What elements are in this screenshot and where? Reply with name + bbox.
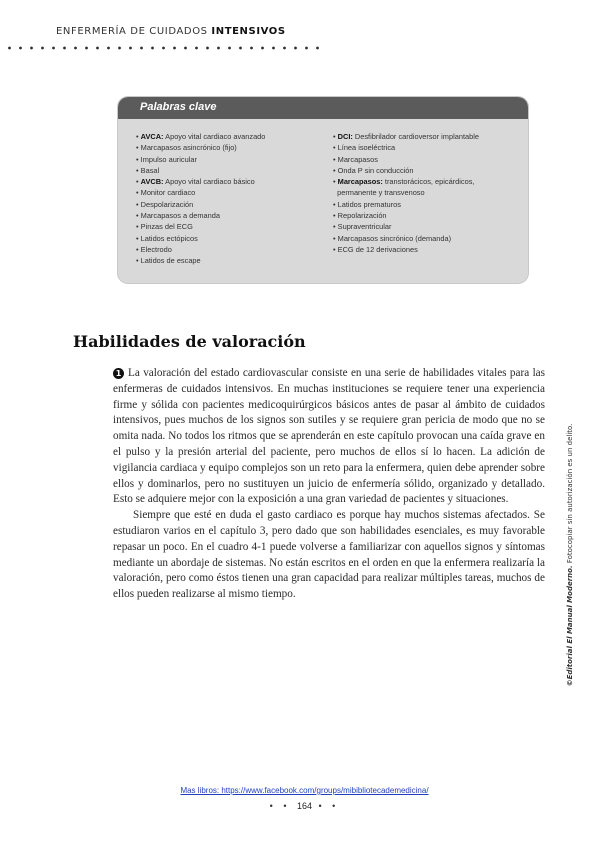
running-header bbox=[56, 26, 286, 37]
keywords-right-column bbox=[333, 131, 479, 255]
keyword-term: AVCB: bbox=[140, 177, 164, 187]
keyword-item bbox=[333, 176, 479, 187]
keyword-item bbox=[333, 131, 479, 142]
keywords-title: Palabras clave bbox=[140, 101, 217, 113]
keyword-item bbox=[333, 142, 479, 153]
keyword-text: Electrodo bbox=[140, 244, 172, 254]
keyword-item bbox=[136, 244, 265, 255]
keyword-text: Apoyo vital cardiaco avanzado bbox=[163, 132, 266, 141]
keywords-box bbox=[118, 97, 528, 283]
copyright-text: Fotocopiar sin autorización es un delito. bbox=[566, 423, 574, 566]
keyword-text: Pinzas del ECG bbox=[140, 222, 193, 232]
page-number: 164 bbox=[296, 801, 313, 811]
keyword-item bbox=[333, 221, 479, 232]
keyword-text: Onda P sin conducción bbox=[337, 165, 414, 175]
keyword-text: Impulso auricular bbox=[140, 154, 197, 164]
keyword-text: Basal bbox=[140, 165, 160, 175]
keyword-item bbox=[333, 165, 479, 176]
header-emphasis: INTENSIVOS bbox=[211, 26, 286, 37]
keyword-item bbox=[136, 165, 265, 176]
keyword-text: Línea isoeléctrica bbox=[337, 143, 396, 153]
paragraph-1-text: La valoración del estado cardiovascular consiste en una serie de habilidades vitales para las enfermeras de cuidados intensivos. En muchas instituciones se requiere tener una experiencia firme y sólida con pacientes medicoquirúrgicos básicos antes de pasar al ámbito de cuidados intensivos, pues muchos de los signos son sutiles y se requiere gran pericia de modo que no se omita nada. No todos los ritmos que se aprenderán en este capítulo provocan una caída grave en el pulso y la presión arterial del paciente, pero muchos de ellos sí lo hacen. La adición de vigilancia cardiaca y equipo complejos son un reto para la enfermera, quien debe aprender sobre ellos y dominarlos, pero no sustituyen un juicio de enfermería sólido, organizado y detallado. Esto se adquiere mejor con la exposición a una gran variedad de pacientes y situaciones. bbox=[113, 367, 545, 506]
footer-dots-left: • • bbox=[269, 801, 297, 811]
keyword-item bbox=[136, 142, 265, 153]
keyword-text: Marcapasos a demanda bbox=[140, 211, 220, 221]
body-text bbox=[113, 366, 545, 603]
keyword-text: ECG de 12 derivaciones bbox=[337, 244, 418, 254]
keyword-text: Desfibrilador cardioversor implantable bbox=[352, 132, 479, 141]
keyword-item bbox=[136, 131, 265, 142]
section-title: Habilidades de valoración bbox=[73, 332, 306, 351]
keyword-item bbox=[136, 221, 265, 232]
copyright-publisher: ©Editorial El Manual Moderno. bbox=[566, 565, 574, 687]
keyword-item bbox=[136, 176, 265, 187]
keyword-text: Marcapasos sincrónico (demanda) bbox=[337, 233, 452, 243]
keyword-item bbox=[136, 255, 265, 266]
keyword-text: permanente y transvenoso bbox=[337, 188, 425, 198]
keyword-item bbox=[136, 233, 265, 244]
keyword-item bbox=[136, 154, 265, 165]
keywords-left-column bbox=[136, 131, 265, 267]
footer-dots-right: • • bbox=[312, 801, 340, 811]
keyword-text: Repolarización bbox=[337, 211, 387, 221]
keyword-text: Despolarización bbox=[140, 199, 194, 209]
keyword-item bbox=[136, 199, 265, 210]
paragraph-1 bbox=[113, 366, 545, 508]
keyword-text: Latidos ectópicos bbox=[140, 233, 198, 243]
keyword-text: Latidos prematuros bbox=[337, 199, 401, 209]
header-dot-rule bbox=[4, 44, 324, 52]
keyword-item bbox=[333, 154, 479, 165]
keyword-text: Latidos de escape bbox=[140, 256, 201, 266]
keyword-item bbox=[333, 210, 479, 221]
footer-link[interactable]: Mas libros: https://www.facebook.com/groups/mibibliotecademedicina/ bbox=[180, 786, 429, 795]
keyword-term: AVCA: bbox=[140, 132, 164, 141]
keyword-term: Marcapasos: bbox=[337, 177, 383, 187]
keyword-text: Marcapasos asincrónico (fijo) bbox=[140, 143, 237, 153]
copyright-side-note bbox=[566, 424, 574, 687]
keyword-text: Apoyo vital cardiaco básico bbox=[163, 177, 255, 187]
keyword-term: DCI: bbox=[337, 132, 353, 141]
paragraph-2: Siempre que esté en duda el gasto cardiaco es porque hay muchos sistemas afectados. Se estudiaron varios en el capítulo 3, pero dado que son habilidades esenciales, es muy favorable repasar un poco. En el cuadro 4-1 puede volverse a familiarizar con aquellos signos y síntomas mediante un abordaje de sistemas. No están escritos en el orden en que la enfermera realizaría la valoración, pero como éstos tienen una gran capacidad para realizar múltiples tareas, muchos de ellos pueden realizarse al mismo tiempo. bbox=[113, 509, 545, 601]
keyword-item bbox=[333, 244, 479, 255]
keyword-item bbox=[136, 187, 265, 198]
keyword-item bbox=[333, 199, 479, 210]
keyword-text: Marcapasos bbox=[337, 154, 378, 164]
keyword-text: Supraventricular bbox=[337, 222, 392, 232]
keyword-text: Monitor cardiaco bbox=[140, 188, 196, 198]
keyword-item bbox=[136, 210, 265, 221]
keyword-item bbox=[333, 187, 479, 198]
footer-page bbox=[0, 801, 609, 811]
keyword-item bbox=[333, 233, 479, 244]
keyword-text: transtorácicos, epicárdicos, bbox=[382, 177, 475, 187]
header-prefix: ENFERMERÍA DE CUIDADOS bbox=[56, 26, 212, 37]
section-number-badge: 1 bbox=[113, 368, 124, 379]
